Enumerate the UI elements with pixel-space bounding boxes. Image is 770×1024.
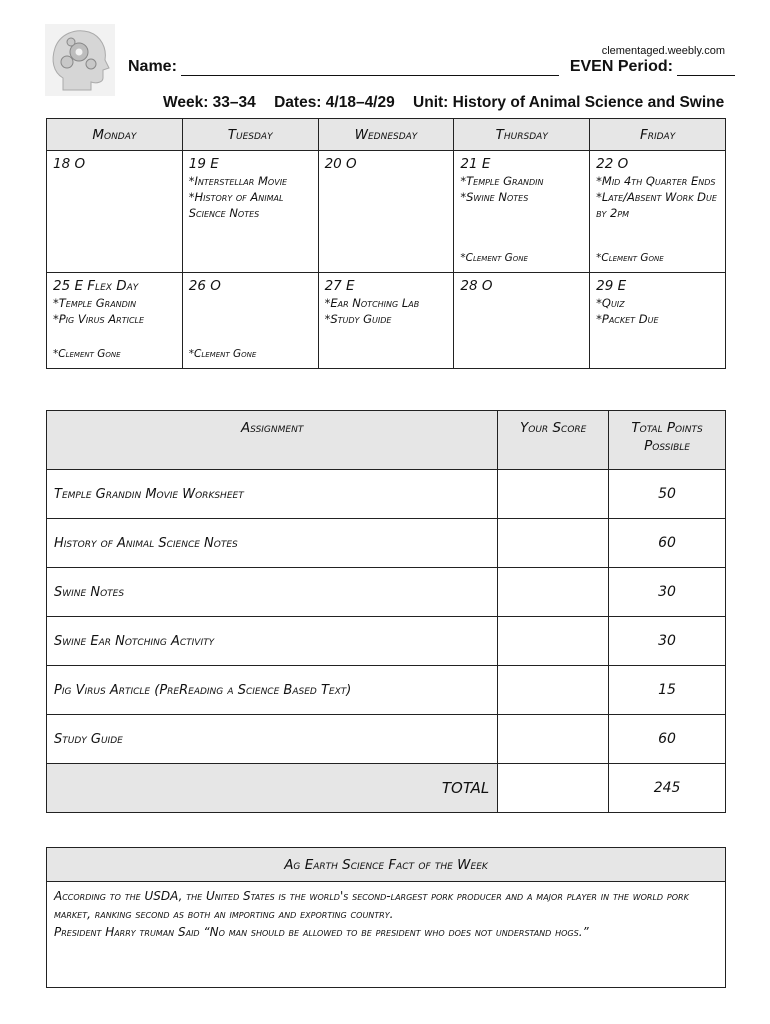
- period-blank[interactable]: [677, 59, 735, 76]
- day-item: *Packet Due: [596, 312, 659, 326]
- day-item: *Swine Notes: [460, 190, 529, 204]
- assignment-name: Swine Notes: [47, 568, 498, 617]
- day-cell: [454, 273, 590, 369]
- total-score-cell[interactable]: [498, 764, 609, 813]
- assignment-header-row: [47, 411, 726, 470]
- head-gears-logo: [45, 24, 115, 96]
- total-row: [47, 764, 726, 813]
- name-blank[interactable]: [181, 59, 559, 76]
- assignment-row: [47, 715, 726, 764]
- assignment-row: [47, 519, 726, 568]
- day-cell: [182, 273, 318, 369]
- assignment-row: [47, 568, 726, 617]
- points-possible: 15: [609, 666, 726, 715]
- day-item: *Pig Virus Article: [53, 312, 145, 326]
- total-points: 245: [609, 764, 726, 813]
- weekly-calendar: [46, 118, 726, 369]
- points-possible: 30: [609, 617, 726, 666]
- assignment-name: Temple Grandin Movie Worksheet: [47, 470, 498, 519]
- fact-body: [47, 882, 726, 988]
- score-entry-cell[interactable]: [498, 666, 609, 715]
- score-entry-cell[interactable]: [498, 470, 609, 519]
- teacher-absence-note: *Clement Gone: [188, 348, 257, 360]
- score-column-header: Your Score: [498, 411, 609, 470]
- day-header: Friday: [590, 119, 726, 151]
- calendar-week-row: [47, 151, 726, 273]
- score-entry-cell[interactable]: [498, 617, 609, 666]
- day-cell: [454, 151, 590, 273]
- day-item: *Study Guide: [324, 312, 392, 326]
- teacher-absence-note: *Clement Gone: [596, 252, 664, 264]
- unit-label: Unit: History of Animal Science and Swine: [413, 94, 725, 111]
- day-number: 25 E Flex Day: [53, 278, 139, 294]
- day-number: 21 E: [460, 156, 491, 172]
- website-url: clementaged.weebly.com: [601, 45, 725, 57]
- fact-text-usda: According to the USDA, the United States is the world's second-largest pork producer and a major player in the world pork market, ranking second as both an importing and exporting country.: [54, 889, 689, 921]
- week-info-line: [163, 94, 723, 112]
- score-entry-cell[interactable]: [498, 519, 609, 568]
- day-item: *Late/Absent Work Due by 2pm: [596, 190, 717, 220]
- teacher-absence-note: *Clement Gone: [460, 252, 528, 264]
- day-number: 20 O: [324, 156, 357, 172]
- assignment-name: Study Guide: [47, 715, 498, 764]
- day-number: 26 O: [188, 278, 221, 294]
- day-number: 19 E: [188, 156, 219, 172]
- day-cell: [47, 273, 183, 369]
- points-possible: 60: [609, 715, 726, 764]
- day-number: 28 O: [460, 278, 493, 294]
- fact-text-truman: President Harry truman Said “No man should be allowed to be president who does not understand hogs.”: [54, 925, 589, 939]
- name-period-line: [128, 58, 728, 76]
- day-cell: [318, 151, 454, 273]
- teacher-absence-note: *Clement Gone: [53, 348, 121, 360]
- score-entry-cell[interactable]: [498, 568, 609, 617]
- calendar-header-row: [47, 119, 726, 151]
- day-cell: [590, 151, 726, 273]
- day-item: *Ear Notching Lab: [324, 296, 420, 310]
- day-number: 18 O: [53, 156, 86, 172]
- assignment-column-header: Assignment: [47, 411, 498, 470]
- total-column-header: Total Points Possible: [609, 411, 726, 470]
- total-label: TOTAL: [47, 764, 498, 813]
- name-label: Name:: [128, 58, 177, 75]
- week-label: Week: 33–34: [163, 94, 256, 111]
- day-header: Monday: [47, 119, 183, 151]
- score-entry-cell[interactable]: [498, 715, 609, 764]
- day-item: *Interstellar Movie: [188, 174, 288, 188]
- fact-of-week-box: [46, 847, 726, 988]
- assignment-score-table: [46, 410, 726, 813]
- fact-title: Ag Earth Science Fact of the Week: [47, 848, 726, 882]
- day-item: *Mid 4th Quarter Ends: [596, 174, 716, 188]
- points-possible: 60: [609, 519, 726, 568]
- points-possible: 30: [609, 568, 726, 617]
- day-cell: [590, 273, 726, 369]
- assignment-row: [47, 470, 726, 519]
- day-header: Thursday: [454, 119, 590, 151]
- assignment-name: Swine Ear Notching Activity: [47, 617, 498, 666]
- day-header: Tuesday: [182, 119, 318, 151]
- assignment-name: Pig Virus Article (PreReading a Science Based Text): [47, 666, 498, 715]
- assignment-row: [47, 666, 726, 715]
- assignment-row: [47, 617, 726, 666]
- day-cell: [318, 273, 454, 369]
- period-label: EVEN Period:: [569, 58, 673, 75]
- day-item: *Temple Grandin: [53, 296, 137, 310]
- day-item: *Temple Grandin: [460, 174, 544, 188]
- day-cell: [47, 151, 183, 273]
- day-item: *History of Animal Science Notes: [188, 190, 284, 220]
- day-cell: [182, 151, 318, 273]
- day-header: Wednesday: [318, 119, 454, 151]
- day-item: *Quiz: [596, 296, 625, 310]
- assignment-name: History of Animal Science Notes: [47, 519, 498, 568]
- day-number: 29 E: [596, 278, 627, 294]
- day-number: 22 O: [596, 156, 629, 172]
- points-possible: 50: [609, 470, 726, 519]
- day-number: 27 E: [324, 278, 355, 294]
- dates-label: Dates: 4/18–4/29: [274, 94, 395, 111]
- calendar-week-row: [47, 273, 726, 369]
